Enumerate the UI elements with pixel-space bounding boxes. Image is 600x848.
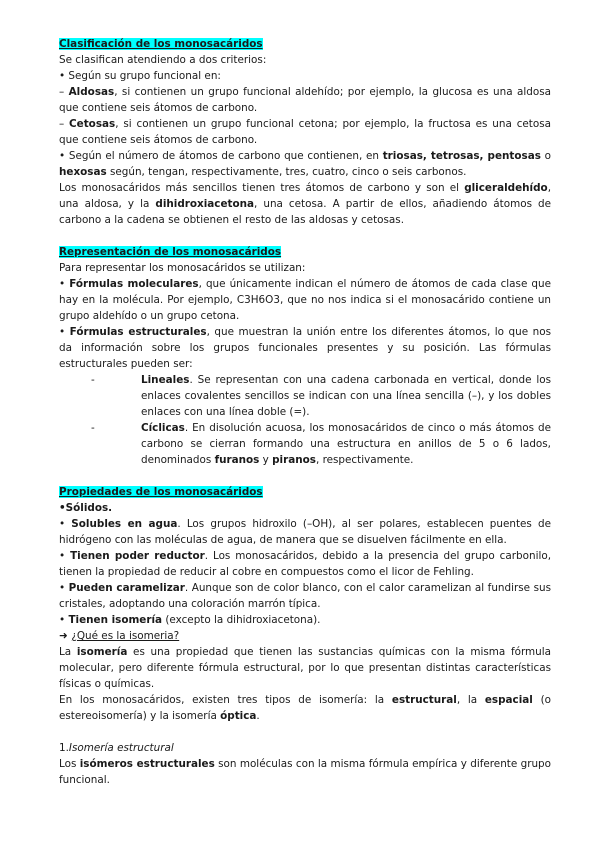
heading-text: Clasificación de los monosacáridos	[59, 38, 263, 50]
term: Aldosas	[68, 86, 115, 98]
text: es una propiedad que tienen las sustancias químicas con la misma fórmula molecular, pero diferente fórmula estructural, por lo que presentan distintas características físicas o químicas.	[59, 646, 552, 690]
term: espacial	[484, 694, 533, 706]
text: . Aunque son de color blanco, con el calor caramelizan al fundirse sus cristales, adoptando una coloración marrón típica.	[59, 582, 551, 610]
subsection-heading	[59, 740, 551, 756]
list-item-formulas-estructurales	[59, 324, 551, 372]
term: piranos	[272, 454, 316, 466]
term: Pueden caramelizar	[68, 582, 185, 594]
text: . Los monosacáridos, debido a la presencia del grupo carbonilo, tienen la propiedad de reducir al cobre en compuestos como el licor de Fehling.	[59, 550, 552, 578]
text: (excepto la dihidroxiacetona).	[162, 614, 321, 626]
bullet: •	[59, 278, 70, 290]
text: según, tengan, respectivamente, tres, cuatro, cinco o seis carbonos.	[106, 166, 467, 178]
list-item-solubles	[59, 516, 551, 548]
term: Tienen isomería	[68, 614, 163, 626]
list-item-cetosas	[59, 116, 551, 148]
list-item-carbonos	[59, 148, 551, 180]
term: gliceraldehído	[464, 182, 548, 194]
paragraph-definicion	[59, 644, 551, 692]
list-item: • Según su grupo funcional en:	[59, 70, 221, 82]
text: , una aldosa, y la	[59, 182, 551, 210]
heading-text: Propiedades de los monosacáridos	[59, 486, 263, 498]
text: En los monosacáridos, existen tres tipos de isomería: la	[59, 694, 392, 706]
text: , que únicamente indican el número de átomos de cada clase que hay en la molécula. Por ejemplo, C3H6O3, que no nos indica si el monosacárido contiene un grupo aldehído o un grupo cetona.	[59, 278, 551, 322]
subsection-title: Isomería estructural	[68, 742, 174, 754]
spacer	[59, 724, 551, 740]
text: , que muestran la unión entre los diferentes átomos, lo que nos da información sobre los grupos funcionales presentes y su posición. Las fórmulas estructurales pueden ser:	[59, 326, 551, 370]
text: son moléculas con la misma fórmula empírica y diferente grupo funcional.	[59, 758, 552, 786]
bullet: •	[59, 518, 72, 530]
text: , si contienen un grupo funcional aldehído; por ejemplo, la glucosa es una aldosa que contiene seis átomos de carbono.	[59, 86, 552, 114]
term: Solubles en agua	[71, 518, 178, 530]
paragraph: Se clasifican atendiendo a dos criterios:	[59, 54, 267, 66]
term: Tienen poder reductor	[70, 550, 205, 562]
list-item-reductor	[59, 548, 551, 580]
term: hexosas	[59, 166, 107, 178]
text: Los	[59, 758, 80, 770]
dash: -	[91, 374, 95, 386]
section-heading-representacion	[59, 244, 551, 260]
number: 1.	[59, 742, 69, 754]
text: .	[256, 710, 260, 722]
text: , respectivamente.	[315, 454, 414, 466]
text: y	[259, 454, 273, 466]
spacer	[59, 228, 551, 244]
section-heading-propiedades	[59, 484, 551, 500]
sub-list-item-ciclicas	[91, 420, 551, 468]
paragraph-tipos	[59, 692, 551, 724]
term: isómeros estructurales	[79, 758, 215, 770]
text: , una cetosa. A partir de ellos, añadiendo átomos de carbono a la cadena se obtienen el resto de las aldosas y cetosas.	[59, 198, 552, 226]
spacer	[59, 468, 551, 484]
document-content	[59, 36, 551, 788]
bullet: •	[59, 614, 69, 626]
list-item-isomeria	[59, 612, 551, 628]
paragraph-isomeros	[59, 756, 551, 788]
list-item-caramelizar	[59, 580, 551, 612]
sub-list-item-lineales	[91, 372, 551, 420]
list-item-formulas-moleculares	[59, 276, 551, 324]
term: dihidroxiacetona	[155, 198, 255, 210]
sub-item-text	[141, 372, 551, 420]
dash: –	[59, 118, 70, 130]
term: Lineales	[141, 374, 190, 386]
term: isomería	[76, 646, 128, 658]
heading-text: Representación de los monosacáridos	[59, 246, 282, 258]
question-link[interactable]: ¿Qué es la isomeria?	[71, 630, 180, 642]
term: Cíclicas	[141, 422, 185, 434]
term: Fórmulas estructurales	[69, 326, 207, 338]
text: . Se representan con una cadena carbonada en vertical, donde los enlaces covalentes sencillos se indican con una línea sencilla (–), y los dobles enlaces con una línea doble (=).	[141, 374, 551, 418]
list-item-aldosas	[59, 84, 551, 116]
text: . Los grupos hidroxilo (–OH), al ser polares, establecen puentes de hidrógeno con las moléculas de agua, de manera que se disuelven fácilmente en ella.	[59, 518, 551, 546]
term: óptica	[220, 710, 257, 722]
arrow-right-icon: ➜	[59, 630, 72, 642]
term: Fórmulas moleculares	[69, 278, 199, 290]
term: Cetosas	[69, 118, 116, 130]
text: . En disolución acuosa, los monosacáridos de cinco o más átomos de carbono se cierran formando una estructura en anillos de 5 o 6 lados, denominados	[141, 422, 551, 466]
term: •Sólidos.	[59, 502, 113, 514]
bullet: •	[59, 582, 69, 594]
question-line	[59, 628, 551, 644]
text: , la	[456, 694, 485, 706]
section-heading-clasificacion	[59, 36, 551, 52]
text: (o estereoisomería) y la isomería	[59, 694, 551, 722]
sub-item-text	[141, 420, 551, 468]
paragraph: Para representar los monosacáridos se utilizan:	[59, 262, 306, 274]
dash: –	[59, 86, 69, 98]
bullet: •	[59, 550, 71, 562]
text: o	[540, 150, 551, 162]
paragraph	[59, 180, 551, 228]
text: Los monosacáridos más sencillos tienen tres átomos de carbono y son el	[59, 182, 465, 194]
term: triosas, tetrosas, pentosas	[382, 150, 541, 162]
text: , si contienen un grupo funcional cetona; por ejemplo, la fructosa es una cetosa que contiene seis átomos de carbono.	[59, 118, 552, 146]
text: La	[59, 646, 77, 658]
term: estructural	[391, 694, 457, 706]
dash: -	[91, 422, 95, 434]
list-item-solidos	[59, 500, 551, 516]
bullet: •	[59, 326, 70, 338]
text: • Según el número de átomos de carbono que contienen, en	[59, 150, 383, 162]
term: furanos	[214, 454, 260, 466]
